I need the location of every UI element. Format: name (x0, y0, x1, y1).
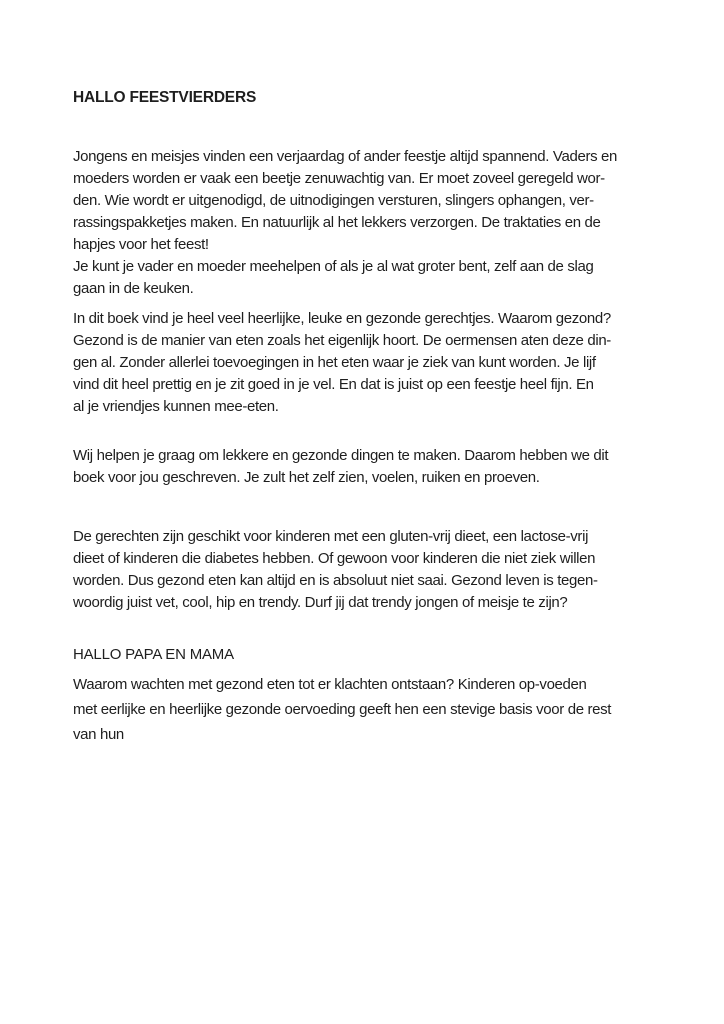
paragraph-help-parents (73, 256, 703, 300)
text-line: Jongens en meisjes vinden een verjaardag of ander feestje altijd spannend. Vaders en (73, 148, 618, 165)
text-line: met eerlijke en heerlijke gezonde oervoeding geeft hen een stevige basis voor de rest (73, 701, 612, 718)
text-line: Wij helpen je graag om lekkere en gezonde dingen te maken. Daarom hebben we dit (73, 447, 609, 464)
document-subheading: HALLO PAPA EN MAMA (73, 646, 234, 663)
text-line: In dit boek vind je heel veel heerlijke, leuke en gezonde gerechtjes. Waarom gezond? (73, 310, 611, 327)
text-line: van hun (73, 726, 124, 743)
text-line: dieet of kinderen die diabetes hebben. Of gewoon voor kinderen die niet ziek willen (73, 550, 596, 567)
paragraph-intro-party (73, 146, 703, 256)
text-line: Waarom wachten met gezond eten tot er klachten ontstaan? Kinderen op-voeden (73, 676, 587, 693)
text-line: moeders worden er vaak een beetje zenuwachtig van. Er moet zoveel geregeld wor- (73, 170, 605, 187)
paragraph-diets (73, 526, 703, 614)
paragraph-book-purpose (73, 445, 703, 489)
paragraph-parents-message (73, 672, 703, 747)
text-line: hapjes voor het feest! (73, 236, 209, 253)
text-line: woordig juist vet, cool, hip en trendy. Durf jij dat trendy jongen of meisje te zijn? (73, 594, 568, 611)
text-line: boek voor jou geschreven. Je zult het zelf zien, voelen, ruiken en proeven. (73, 469, 540, 486)
text-line: den. Wie wordt er uitgenodigd, de uitnodigingen versturen, slingers ophangen, ver- (73, 192, 594, 209)
text-line: al je vriendjes kunnen mee-eten. (73, 398, 279, 415)
text-line: gaan in de keuken. (73, 280, 194, 297)
text-line: worden. Dus gezond eten kan altijd en is absoluut niet saai. Gezond leven is tegen- (73, 572, 598, 589)
text-line: Gezond is de manier van eten zoals het eigenlijk hoort. De oermensen aten deze din- (73, 332, 611, 349)
text-line: Je kunt je vader en moeder meehelpen of als je al wat groter bent, zelf aan de slag (73, 258, 594, 275)
document-title: HALLO FEESTVIERDERS (73, 89, 257, 106)
text-line: rassingspakketjes maken. En natuurlijk al het lekkers verzorgen. De traktaties en de (73, 214, 601, 231)
text-line: vind dit heel prettig en je zit goed in je vel. En dat is juist op een feestje heel fijn. En (73, 376, 594, 393)
paragraph-healthy-recipes (73, 308, 703, 418)
text-line: De gerechten zijn geschikt voor kinderen met een gluten-vrij dieet, een lactose-vrij (73, 528, 589, 545)
text-line: gen al. Zonder allerlei toevoegingen in het eten waar je ziek van kunt worden. Je lijf (73, 354, 596, 371)
